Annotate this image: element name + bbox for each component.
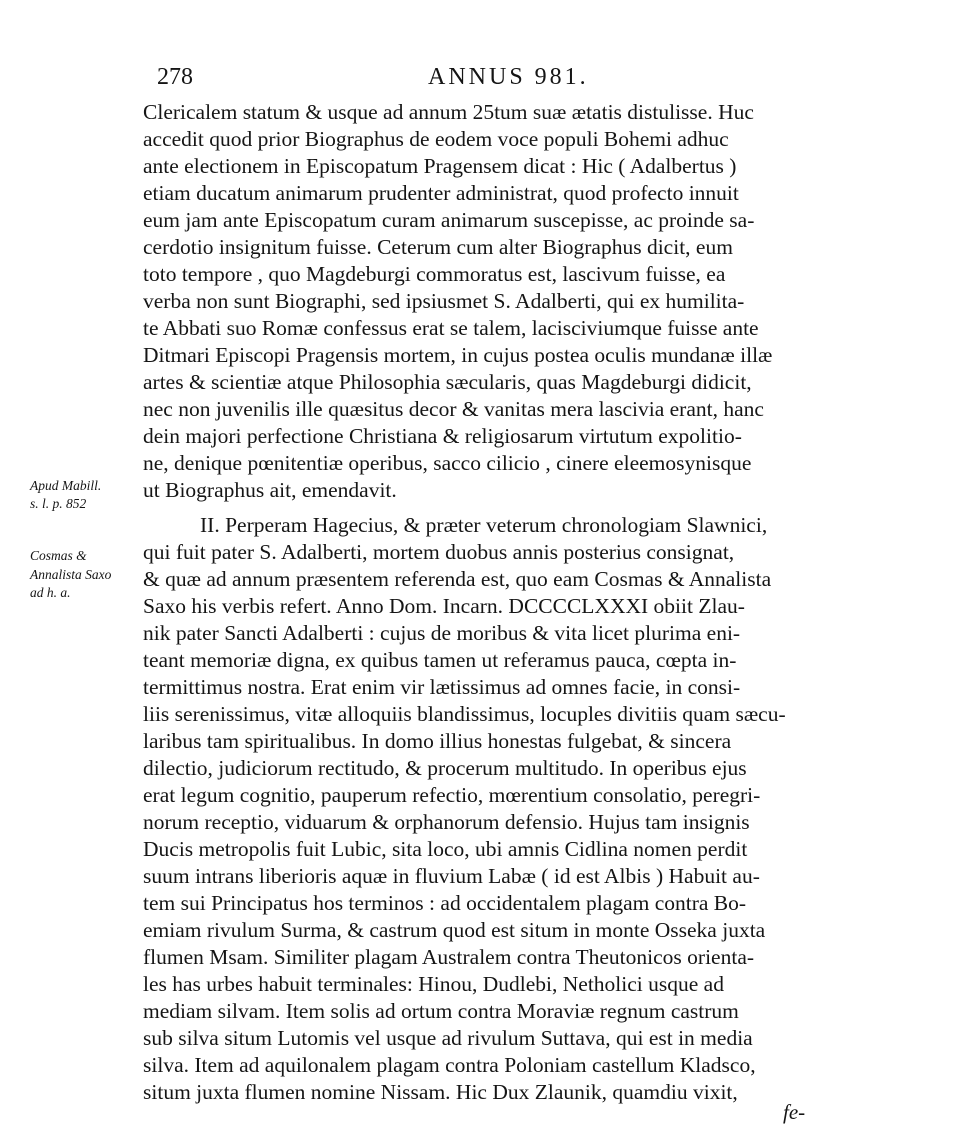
running-title: ANNUS 981.: [428, 64, 589, 90]
text-line: etiam ducatum animarum prudenter administrat, quod profecto innuit: [143, 181, 739, 205]
margin-note: s. l. p. 852: [30, 496, 87, 511]
text-line: silva. Item ad aquilonalem plagam contra Poloniam castellum Kladsco,: [143, 1053, 756, 1077]
text-line: toto tempore , quo Magdeburgi commoratus est, lascivum fuisse, ea: [143, 262, 726, 286]
text-line: Ditmari Episcopi Pragensis mortem, in cujus postea oculis mundanæ illæ: [143, 343, 773, 367]
text-line: & quæ ad annum præsentem referenda est, quo eam Cosmas & Annalista: [143, 567, 772, 591]
text-line: Saxo his verbis refert. Anno Dom. Incarn. DCCCCLXXXI obiit Zlau-: [143, 594, 745, 618]
text-line: nec non juvenilis ille quæsitus decor & vanitas mera lascivia erant, hanc: [143, 397, 764, 421]
text-line: mediam silvam. Item solis ad ortum contra Moraviæ regnum castrum: [143, 999, 739, 1023]
text-line: teant memoriæ digna, ex quibus tamen ut referamus pauca, cœpta in-: [143, 648, 737, 672]
margin-note: Cosmas &: [30, 548, 87, 563]
text-line: liis serenissimus, vitæ alloquiis blandissimus, locuples divitiis quam sæcu-: [143, 702, 786, 726]
text-line: flumen Msam. Similiter plagam Australem contra Theutonicos orienta-: [143, 945, 755, 969]
margin-note: ad h. a.: [30, 585, 71, 600]
text-line: ante electionem in Episcopatum Pragensem dicat : Hic ( Adalbertus ): [143, 154, 737, 178]
text-line: suum intrans liberioris aquæ in fluvium Labæ ( id est Albis ) Habuit au-: [143, 864, 760, 888]
text-line: eum jam ante Episcopatum curam animarum suscepisse, ac proinde sa-: [143, 208, 755, 232]
text-line: qui fuit pater S. Adalberti, mortem duobus annis posterius consignat,: [143, 540, 735, 564]
text-line: Clericalem statum & usque ad annum 25tum suæ ætatis distulisse. Huc: [143, 100, 754, 124]
text-line: situm juxta flumen nomine Nissam. Hic Dux Zlaunik, quamdiu vixit,: [143, 1080, 738, 1104]
catchword: fe-: [783, 1100, 806, 1124]
text-line: ne, denique pœnitentiæ operibus, sacco cilicio , cinere eleemosynisque: [143, 451, 752, 475]
text-line: termittimus nostra. Erat enim vir lætissimus ad omnes facie, in consi-: [143, 675, 741, 699]
text-line: norum receptio, viduarum & orphanorum defensio. Hujus tam insignis: [143, 810, 750, 834]
text-line: erat legum cognitio, pauperum refectio, mœrentium consolatio, peregri-: [143, 783, 761, 807]
text-line: accedit quod prior Biographus de eodem voce populi Bohemi adhuc: [143, 127, 729, 151]
text-line: II. Perperam Hagecius, & præter veterum chronologiam Slawnici,: [200, 513, 768, 537]
page-header: [0, 64, 960, 98]
text-line: les has urbes habuit terminales: Hinou, Dudlebi, Netholici usque ad: [143, 972, 724, 996]
text-line: ut Biographus ait, emendavit.: [143, 478, 397, 502]
text-line: te Abbati suo Romæ confessus erat se talem, lacisciviumque fuisse ante: [143, 316, 759, 340]
margin-note: Apud Mabill.: [30, 478, 102, 493]
text-line: nik pater Sancti Adalberti : cujus de moribus & vita licet plurima eni-: [143, 621, 741, 645]
text-line: emiam rivulum Surma, & castrum quod est situm in monte Osseka juxta: [143, 918, 766, 942]
text-line: tem sui Principatus hos terminos : ad occidentalem plagam contra Bo-: [143, 891, 747, 915]
text-line: sub silva situm Lutomis vel usque ad rivulum Suttava, qui est in media: [143, 1026, 753, 1050]
text-line: verba non sunt Biographi, sed ipsiusmet S. Adalberti, qui ex humilita-: [143, 289, 745, 313]
text-line: dein majori perfectione Christiana & religiosarum virtutum expolitio-: [143, 424, 742, 448]
text-line: dilectio, judiciorum rectitudo, & procerum multitudo. In operibus ejus: [143, 756, 747, 780]
text-line: Ducis metropolis fuit Lubic, sita loco, ubi amnis Cidlina nomen perdit: [143, 837, 748, 861]
margin-note: Annalista Saxo: [30, 567, 112, 582]
text-line: laribus tam spiritualibus. In domo illius honestas fulgebat, & sincera: [143, 729, 732, 753]
text-line: cerdotio insignitum fuisse. Ceterum cum alter Biographus dicit, eum: [143, 235, 733, 259]
text-line: artes & scientiæ atque Philosophia sæcularis, quas Magdeburgi didicit,: [143, 370, 752, 394]
page-number: 278: [157, 64, 193, 90]
